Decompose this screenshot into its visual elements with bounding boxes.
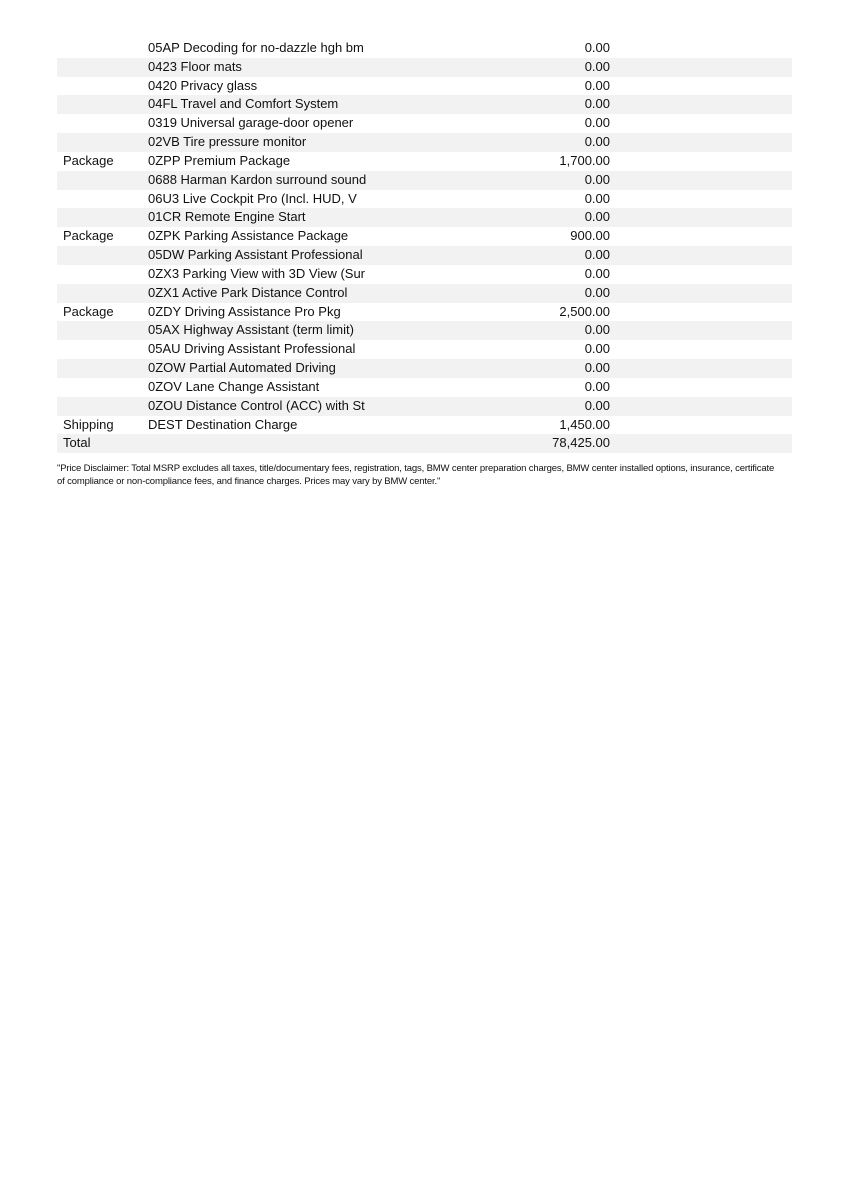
row-description: 0ZDY Driving Assistance Pro Pkg xyxy=(148,303,341,319)
row-price: 0.00 xyxy=(584,77,610,93)
row-description: 0688 Harman Kardon surround sound xyxy=(148,171,367,187)
row-category: Package xyxy=(63,152,114,168)
table-row xyxy=(57,359,792,378)
table-row xyxy=(57,58,792,77)
table-row xyxy=(57,190,792,209)
row-price: 0.00 xyxy=(584,209,610,225)
row-price: 0.00 xyxy=(584,134,610,150)
row-description: 0ZX3 Parking View with 3D View (Sur xyxy=(148,265,366,281)
row-description: 04FL Travel and Comfort System xyxy=(148,96,339,112)
row-description: 05AP Decoding for no-dazzle hgh bm xyxy=(148,40,364,55)
row-price: 0.00 xyxy=(584,397,610,413)
row-description: 0319 Universal garage-door opener xyxy=(148,115,354,131)
table-row xyxy=(57,397,792,416)
row-price: 0.00 xyxy=(584,360,610,376)
row-description: 05AX Highway Assistant (term limit) xyxy=(148,322,354,338)
row-category: Package xyxy=(63,303,114,319)
options-table xyxy=(57,39,792,453)
row-price: 0.00 xyxy=(584,58,610,74)
row-description: 05AU Driving Assistant Professional xyxy=(148,341,356,357)
row-price: 2,500.00 xyxy=(559,303,610,319)
table-row xyxy=(57,114,792,133)
table-row xyxy=(57,265,792,284)
row-description: 02VB Tire pressure monitor xyxy=(148,134,307,150)
row-price: 0.00 xyxy=(584,96,610,112)
table-row xyxy=(57,77,792,96)
row-description: 01CR Remote Engine Start xyxy=(148,209,306,225)
row-description: 0ZOU Distance Control (ACC) with St xyxy=(148,397,365,413)
table-row xyxy=(57,208,792,227)
row-price: 0.00 xyxy=(584,171,610,187)
row-price: 0.00 xyxy=(584,190,610,206)
row-price: 1,450.00 xyxy=(559,416,610,432)
table-row xyxy=(57,378,792,397)
table-row xyxy=(57,152,792,171)
table-row xyxy=(57,434,792,453)
row-description: 05DW Parking Assistant Professional xyxy=(148,247,363,263)
row-description: DEST Destination Charge xyxy=(148,416,298,432)
row-price: 0.00 xyxy=(584,247,610,263)
table-row xyxy=(57,95,792,114)
table-row xyxy=(57,321,792,340)
table-row xyxy=(57,171,792,190)
table-row xyxy=(57,227,792,246)
table-row xyxy=(57,246,792,265)
row-category: Package xyxy=(63,228,114,244)
row-description: 0ZPK Parking Assistance Package xyxy=(148,228,349,244)
row-description: 0ZX1 Active Park Distance Control xyxy=(148,284,348,300)
row-price: 0.00 xyxy=(584,40,610,55)
price-disclaimer: "Price Disclaimer: Total MSRP excludes all taxes, title/documentary fees, registration, tags, BMW center preparation charges, BMW center installed options, insurance, certificate of compliance or non-compliance fees, and finance charges. Prices may vary by BMW center." xyxy=(57,463,775,487)
row-price: 900.00 xyxy=(570,228,610,244)
row-price: 0.00 xyxy=(584,378,610,394)
row-price: 0.00 xyxy=(584,284,610,300)
row-price: 1,700.00 xyxy=(559,152,610,168)
row-description: 0ZOV Lane Change Assistant xyxy=(148,378,320,394)
row-category: Shipping xyxy=(63,416,114,432)
table-row xyxy=(57,416,792,435)
row-category: Total xyxy=(63,435,91,451)
table-row xyxy=(57,303,792,322)
row-description: 0ZPP Premium Package xyxy=(148,152,291,168)
table-row xyxy=(57,39,792,58)
row-description: 0420 Privacy glass xyxy=(148,77,258,93)
row-price: 0.00 xyxy=(584,341,610,357)
row-price: 78,425.00 xyxy=(552,435,610,451)
row-price: 0.00 xyxy=(584,265,610,281)
table-row xyxy=(57,133,792,152)
row-description: 0423 Floor mats xyxy=(148,58,242,74)
table-row xyxy=(57,340,792,359)
row-price: 0.00 xyxy=(584,322,610,338)
row-description: 0ZOW Partial Automated Driving xyxy=(148,360,336,376)
table-row xyxy=(57,284,792,303)
row-price: 0.00 xyxy=(584,115,610,131)
row-description: 06U3 Live Cockpit Pro (Incl. HUD, V xyxy=(148,190,357,206)
